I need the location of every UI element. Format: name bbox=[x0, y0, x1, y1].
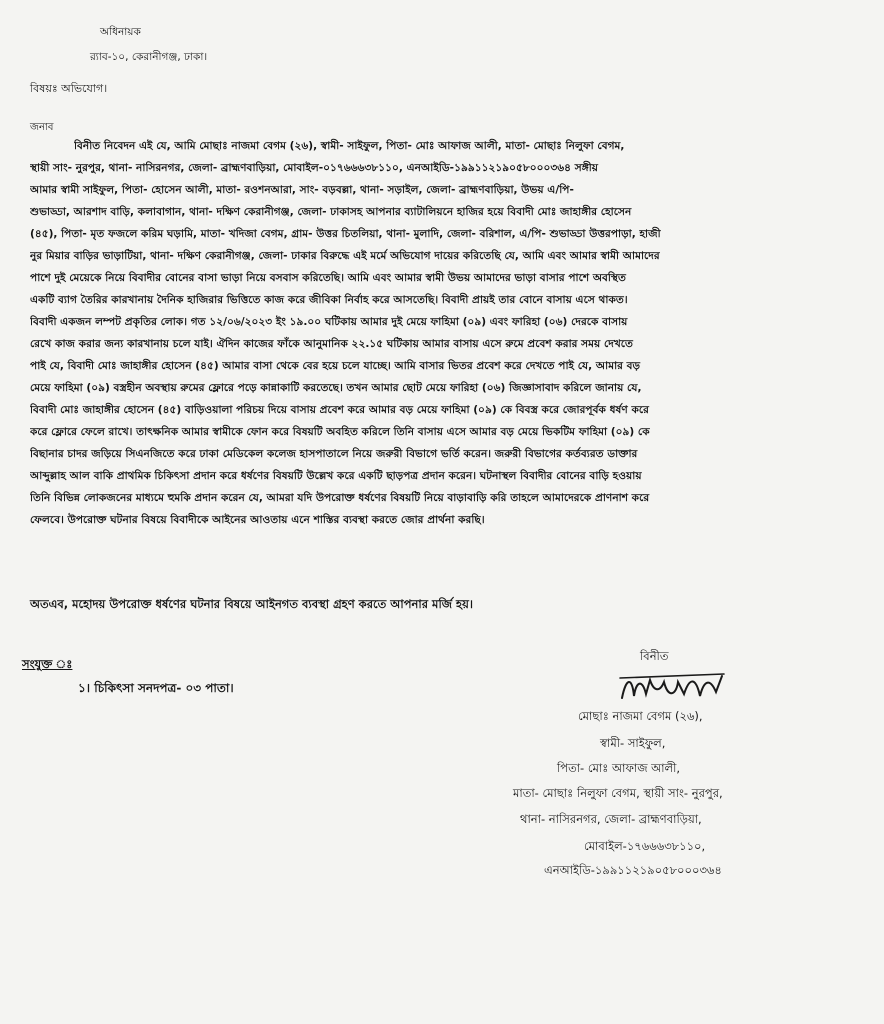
subject-line: বিষয়ঃ অভিযোগ। bbox=[30, 82, 108, 95]
body-line: পাই যে, বিবাদী মোঃ জাহাঙ্গীর হোসেন (৪৫) আমার বাসা থেকে বের হয়ে চলে যাচ্ছে। আমি বাসার ভিতর প্রবেশ করে দেখতে পাই যে, আমার বড় bbox=[30, 360, 641, 372]
signer-husband: স্বামী- সাইফুল, bbox=[600, 736, 666, 750]
body-line: আমার স্বামী সাইফুল, পিতা- হোসেন আলী, মাতা- রওশনআরা, সাং- বড়বল্লা, থানা- সড়াইল, জেলা- ব্রাহ্মণবাড়িয়া, উভয় এ/পি- bbox=[30, 184, 574, 196]
body-line: মেয়ে ফাহিমা (০৯) বস্ত্রহীন অবস্থায় রুমের ফ্লোরে পড়ে কান্নাকাটি করতেছে। তখন আমার ছোট মেয়ে ফারিহা (০৬) জিজ্ঞাসাবাদ করিলে জানায় যে, bbox=[30, 382, 642, 394]
addressee-title: অধিনায়ক bbox=[100, 26, 141, 38]
body-line: ফেলবে। উপরোক্ত ঘটনার বিষয়ে বিবাদীকে আইনের আওতায় এনে শাস্তির ব্যবস্থা করতে জোর প্রার্থনা করছি। bbox=[30, 514, 485, 526]
body-line: বিনীত নিবেদন এই যে, আমি মোছাঃ নাজমা বেগম (২৬), স্বামী- সাইফুল, পিতা- মোঃ আফাজ আলী, মাতা- মোছাঃ নিলুফা বেগম, bbox=[74, 140, 625, 152]
handwritten-signature bbox=[618, 668, 728, 708]
closing-request: অতএব, মহোদয় উপরোক্ত ধর্ষণের ঘটনার বিষয়ে আইনগত ব্যবস্থা গ্রহণ করতে আপনার মর্জি হয়। bbox=[30, 597, 473, 611]
body-line: (৪৫), পিতা- মৃত ফজলে করিম ঘড়ামি, মাতা- খদিজা বেগম, গ্রাম- উত্তর চিতলিয়া, থানা- মুলাদি, জেলা- বরিশাল, এ/পি- শুভাড্ডা উত্তরপাড়া, হাজী bbox=[30, 228, 661, 240]
body-line: তিনি বিভিন্ন লোকজনের মাধ্যমে হুমকি প্রদান করেন যে, আমরা যদি উপরোক্ত ধর্ষণের বিষয়টি নিয়ে বাড়াবাড়ি করি তাহলে আমাদেরকে প্রাণনাশ করে bbox=[30, 492, 650, 504]
signer-name: মোছাঃ নাজমা বেগম (২৬), bbox=[578, 709, 703, 723]
body-line: আব্দুল্লাহ আল বাকি প্রাথমিক চিকিৎসা প্রদান করে ধর্ষণের বিষয়টি উল্লেখ করে একটি ছাড়পত্র প্রদান করেন। ঘটনাস্থল বিবাদীর বোনের বাড়ি হওয়ায় bbox=[30, 470, 642, 482]
addressee-unit: র‍্যাব-১০, কেরানীগঞ্জ, ঢাকা। bbox=[90, 51, 208, 63]
signer-father: পিতা- মোঃ আফাজ আলী, bbox=[557, 761, 681, 775]
body-line: স্থায়ী সাং- নুরপুর, থানা- নাসিরনগর, জেলা- ব্রাহ্মণবাড়িয়া, মোবাইল-০১৭৬৬৬৩৮১১০, এনআইডি-১৯৯১১২১৯০৫৮০০০৩৬৪ সঙ্গীয় bbox=[30, 162, 599, 174]
enclosure-item: ১। চিকিৎসা সনদপত্র- ০৩ পাতা। bbox=[78, 681, 234, 695]
signer-mobile: মোবাইল-১৭৬৬৬৩৮১১০, bbox=[584, 839, 706, 853]
body-line: পাশে দুই মেয়েকে নিয়ে বিবাদীর বোনের বাসা ভাড়া নিয়ে বসবাস করিতেছি। আমি এবং আমার স্বামী উভয় আমাদের ভাড়া বাসার পাশে অবস্থিত bbox=[30, 272, 626, 284]
sign-off-greeting: বিনীত bbox=[640, 649, 669, 663]
body-line: বিবাদী মোঃ জাহাঙ্গীর হোসেন (৪৫) বাড়িওয়ালা পরিচয় দিয়ে বাসায় প্রবেশ করে আমার বড় মেয়ে ফাহিমা (০৯) কে বিবস্ত্র করে জোরপূর্বক ধর্ষণ করে bbox=[30, 404, 649, 416]
signer-mother-address: মাতা- মোছাঃ নিলুফা বেগম, স্থায়ী সাং- নুরপুর, bbox=[513, 786, 723, 800]
signer-thana-district: থানা- নাসিরনগর, জেলা- ব্রাহ্মণবাড়িয়া, bbox=[520, 812, 702, 826]
signer-nid: এনআইডি-১৯৯১১২১৯০৫৮০০০৩৬৪ bbox=[544, 863, 722, 877]
body-line: করে ফ্লোরে ফেলে রাখে। তাৎক্ষনিক আমার স্বামীকে ফোন করে বিষয়টি অবহিত করিলে তিনি বাসায় এসে আমার বড় মেয়ে ভিকটিম ফাহিমা (০৯) কে bbox=[30, 426, 650, 438]
body-line: একটি ব্যাগ তৈরির কারখানায় দৈনিক হাজিরার ভিত্তিতে কাজ করে জীবিকা নির্বাহ করে আসতেছি। বিবাদী প্রায়ই তার বোনে বাসায় এসে থাকত। bbox=[30, 294, 628, 306]
body-line: শুভাড্ডা, আরশাদ বাড়ি, কলাবাগান, থানা- দক্ষিণ কেরানীগঞ্জ, জেলা- ঢাকাসহ আপনার ব্যাটালিয়নে হাজির হয়ে বিবাদী মোঃ জাহাঙ্গীর হোসেন bbox=[30, 206, 632, 218]
body-line: বিবাদী একজন লম্পট প্রকৃতির লোক। গত ১২/০৬/২০২৩ ইং ১৯.০০ ঘটিকায় আমার দুই মেয়ে ফাহিমা (০৯) এবং ফারিহা (০৬) দেরকে বাসায় bbox=[30, 316, 628, 328]
enclosure-label: সংযুক্ত ঃ bbox=[22, 657, 73, 671]
salutation: জনাব bbox=[30, 122, 54, 133]
body-line: নুর মিয়ার বাড়ির ভাড়াটিয়া, থানা- দক্ষিণ কেরানীগঞ্জ, জেলা- ঢাকার বিরুদ্ধে এই মর্মে অভিযোগ দায়ের করিতেছি যে, আমি এবং আমার স্বামী আমাদের bbox=[30, 250, 660, 262]
body-line: রেখে কাজ করার জন্য কারখানায় চলে যাই। ঐদিন কাজের ফাঁকে আনুমানিক ২২.১৫ ঘটিকায় আমার বাসায় এসে রুমে প্রবেশ করার সময় দেখতে bbox=[30, 338, 633, 350]
body-line: বিছানার চাদর জড়িয়ে সিএনজিতে করে ঢাকা মেডিকেল কলেজ হাসপাতালে নিয়ে জরুরী বিভাগে ভর্তি করেন। জরুরী বিভাগের কর্তব্যরত ডাক্তার bbox=[30, 448, 638, 460]
